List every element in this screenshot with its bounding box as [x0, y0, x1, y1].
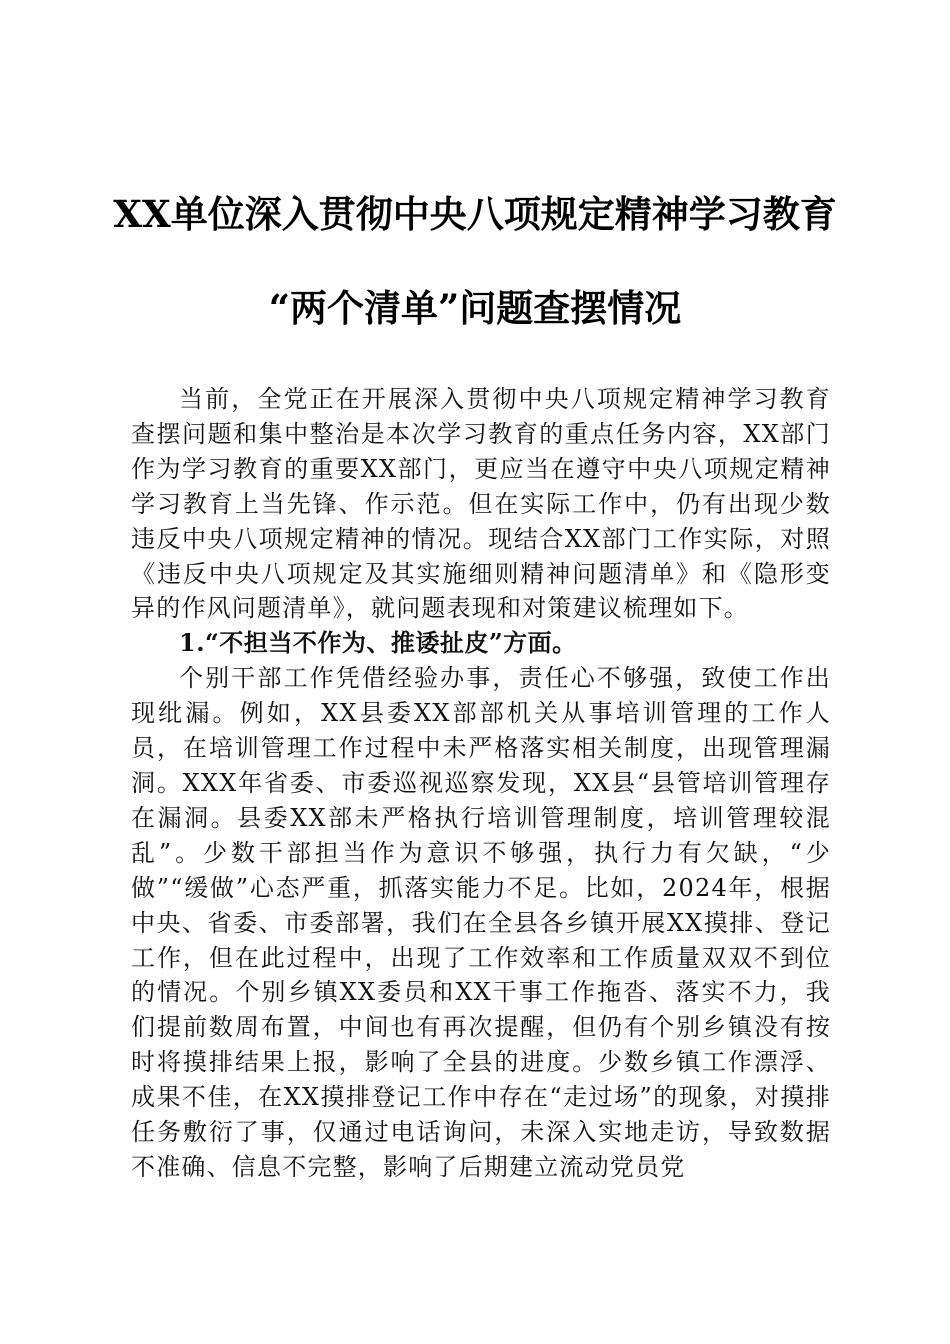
section-1-paragraph: 个别干部工作凭借经验办事，责任心不够强，致使工作出现纰漏。例如，XX县委XX部部机关从事培训管理的工作人员，在培训管理工作过程中未严格落实相关制度，出现管理漏洞。XXX年省委、市委巡视巡察发现，XX县“县管培训管理存在漏洞。县委XX部未严格执行培训管理制度，培训管理较混乱”。少数干部担当作为意识不够强，执行力有欠缺，“少做”“缓做”心态严重，抓落实能力不足。比如，2024年，根据中央、省委、市委部署，我们在全县各乡镇开展XX摸排、登记工作，但在此过程中，出现了工作效率和工作质量双双不到位的情况。个别乡镇XX委员和XX干事工作拖沓、落实不力，我们提前数周布置，中间也有再次提醒，但仍有个别乡镇没有按时将摸排结果上报，影响了全县的进度。少数乡镇工作漂浮、成果不佳，在XX摸排登记工作中存在“走过场”的现象，对摸排任务敷衍了事，仅通过电话询问，未深入实地走访，导致数据不准确、信息不完整，影响了后期建立流动党员党: [131, 664, 831, 1181]
document-body: [131, 382, 831, 1185]
section-1-heading: 1.“不担当不作为、推诿扯皮”方面。: [179, 628, 577, 658]
document-title-line-1: XX单位深入贯彻中央八项规定精神学习教育: [113, 192, 837, 236]
document-title-line-2: “两个清单”问题查摆情况: [268, 286, 682, 330]
intro-paragraph: 当前，全党正在开展深入贯彻中央八项规定精神学习教育查摆问题和集中整治是本次学习教育的重点任务内容，XX部门作为学习教育的重要XX部门，更应当在遵守中央八项规定精神学习教育上当先锋、作示范。但在实际工作中，仍有出现少数违反中央八项规定精神的情况。现结合XX部门工作实际，对照《违反中央八项规定及其实施细则精神问题清单》和《隐形变异的作风问题清单》，就问题表现和对策建议梳理如下。: [131, 385, 831, 623]
